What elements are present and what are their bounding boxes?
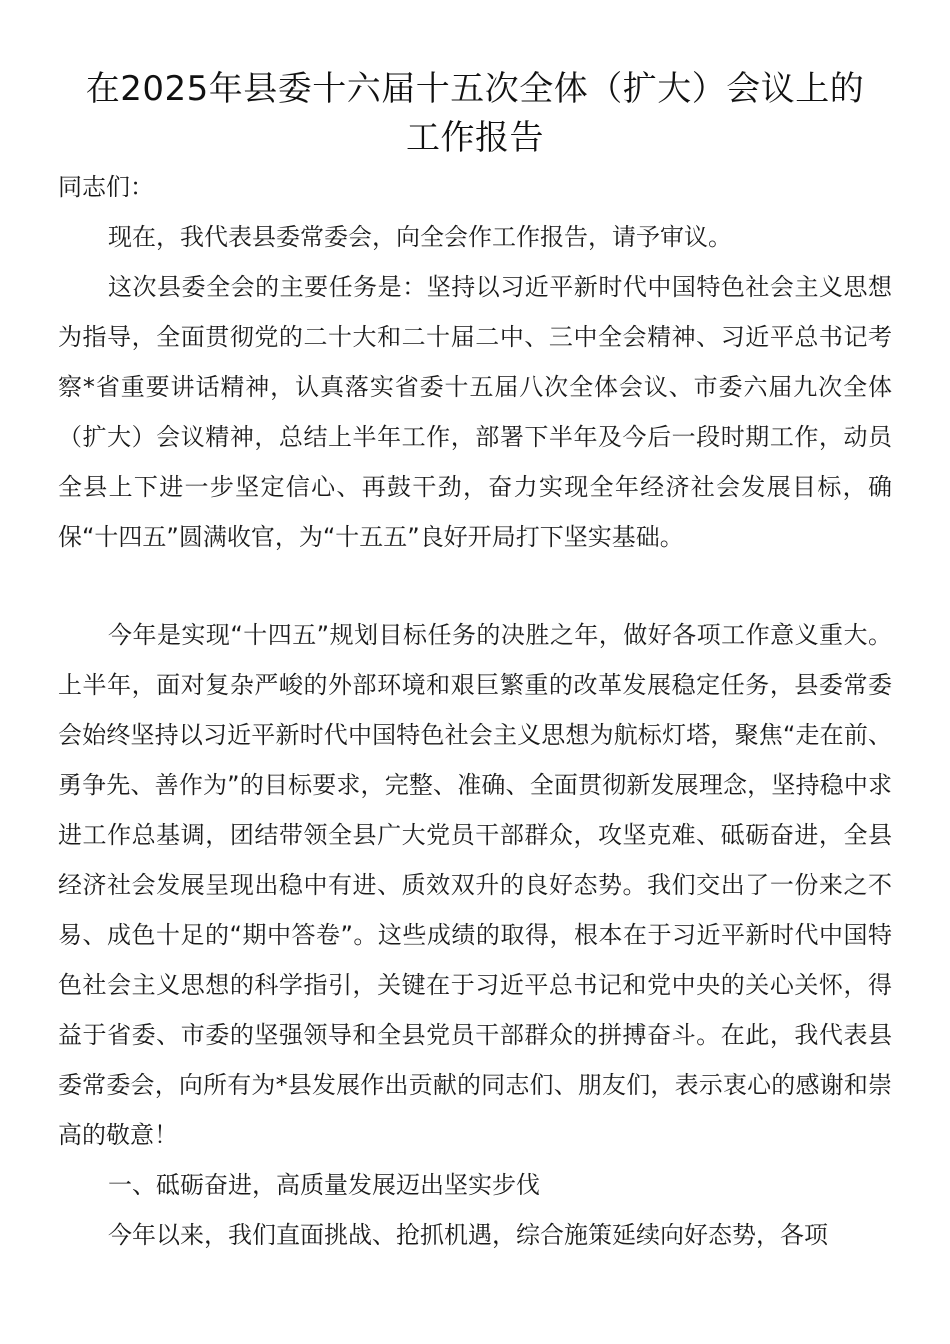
greeting: 同志们：	[58, 173, 154, 201]
paragraph-achievements: 今年是实现“十四五”规划目标任务的决胜之年，做好各项工作意义重大。上半年，面对复杂严峻的外部环境和艰巨繁重的改革发展稳定任务，县委常委会始终坚持以习近平新时代中国特色社会主义思想为航标灯塔，聚焦“走在前、勇争先、善作为”的目标要求，完整、准确、全面贯彻新发展理念，坚持稳中求进工作总基调，团结带领全县广大党员干部群众，攻坚克难、砥砺奋进，全县经济社会发展呈现出稳中有进、质效双升的良好态势。我们交出了一份来之不易、成色十足的“期中答卷”。这些成绩的取得，根本在于习近平新时代中国特色社会主义思想的科学指引，关键在于习近平总书记和党中央的关心关怀，得益于省委、市委的坚强领导和全县党员干部群众的拼搏奋斗。在此，我代表县委常委会，向所有为*县发展作出贡献的同志们、朋友们，表示衷心的感谢和崇高的敬意！	[58, 621, 892, 1149]
section-heading-1: 一、砥砺奋进，高质量发展迈出坚实步伐	[108, 1171, 540, 1199]
paragraph-section-1: 今年以来，我们直面挑战、抢抓机遇，综合施策延续向好态势，各项	[108, 1221, 828, 1249]
document-title-line-2: 工作报告	[406, 118, 544, 158]
document-title-line-1: 在2025年县委十六届十五次全体（扩大）会议上的	[85, 69, 865, 109]
paragraph-opening: 现在，我代表县委常委会，向全会作工作报告，请予审议。	[108, 223, 732, 251]
paragraph-main-task: 这次县委全会的主要任务是：坚持以习近平新时代中国特色社会主义思想为指导，全面贯彻党的二十大和二十届二中、三中全会精神、习近平总书记考察*省重要讲话精神，认真落实省委十五届八次全体会议、市委六届九次全体（扩大）会议精神，总结上半年工作，部署下半年及今后一段时期工作，动员全县上下进一步坚定信心、再鼓干劲，奋力实现全年经济社会发展目标，确保“十四五”圆满收官，为“十五五”良好开局打下坚实基础。	[58, 273, 892, 551]
